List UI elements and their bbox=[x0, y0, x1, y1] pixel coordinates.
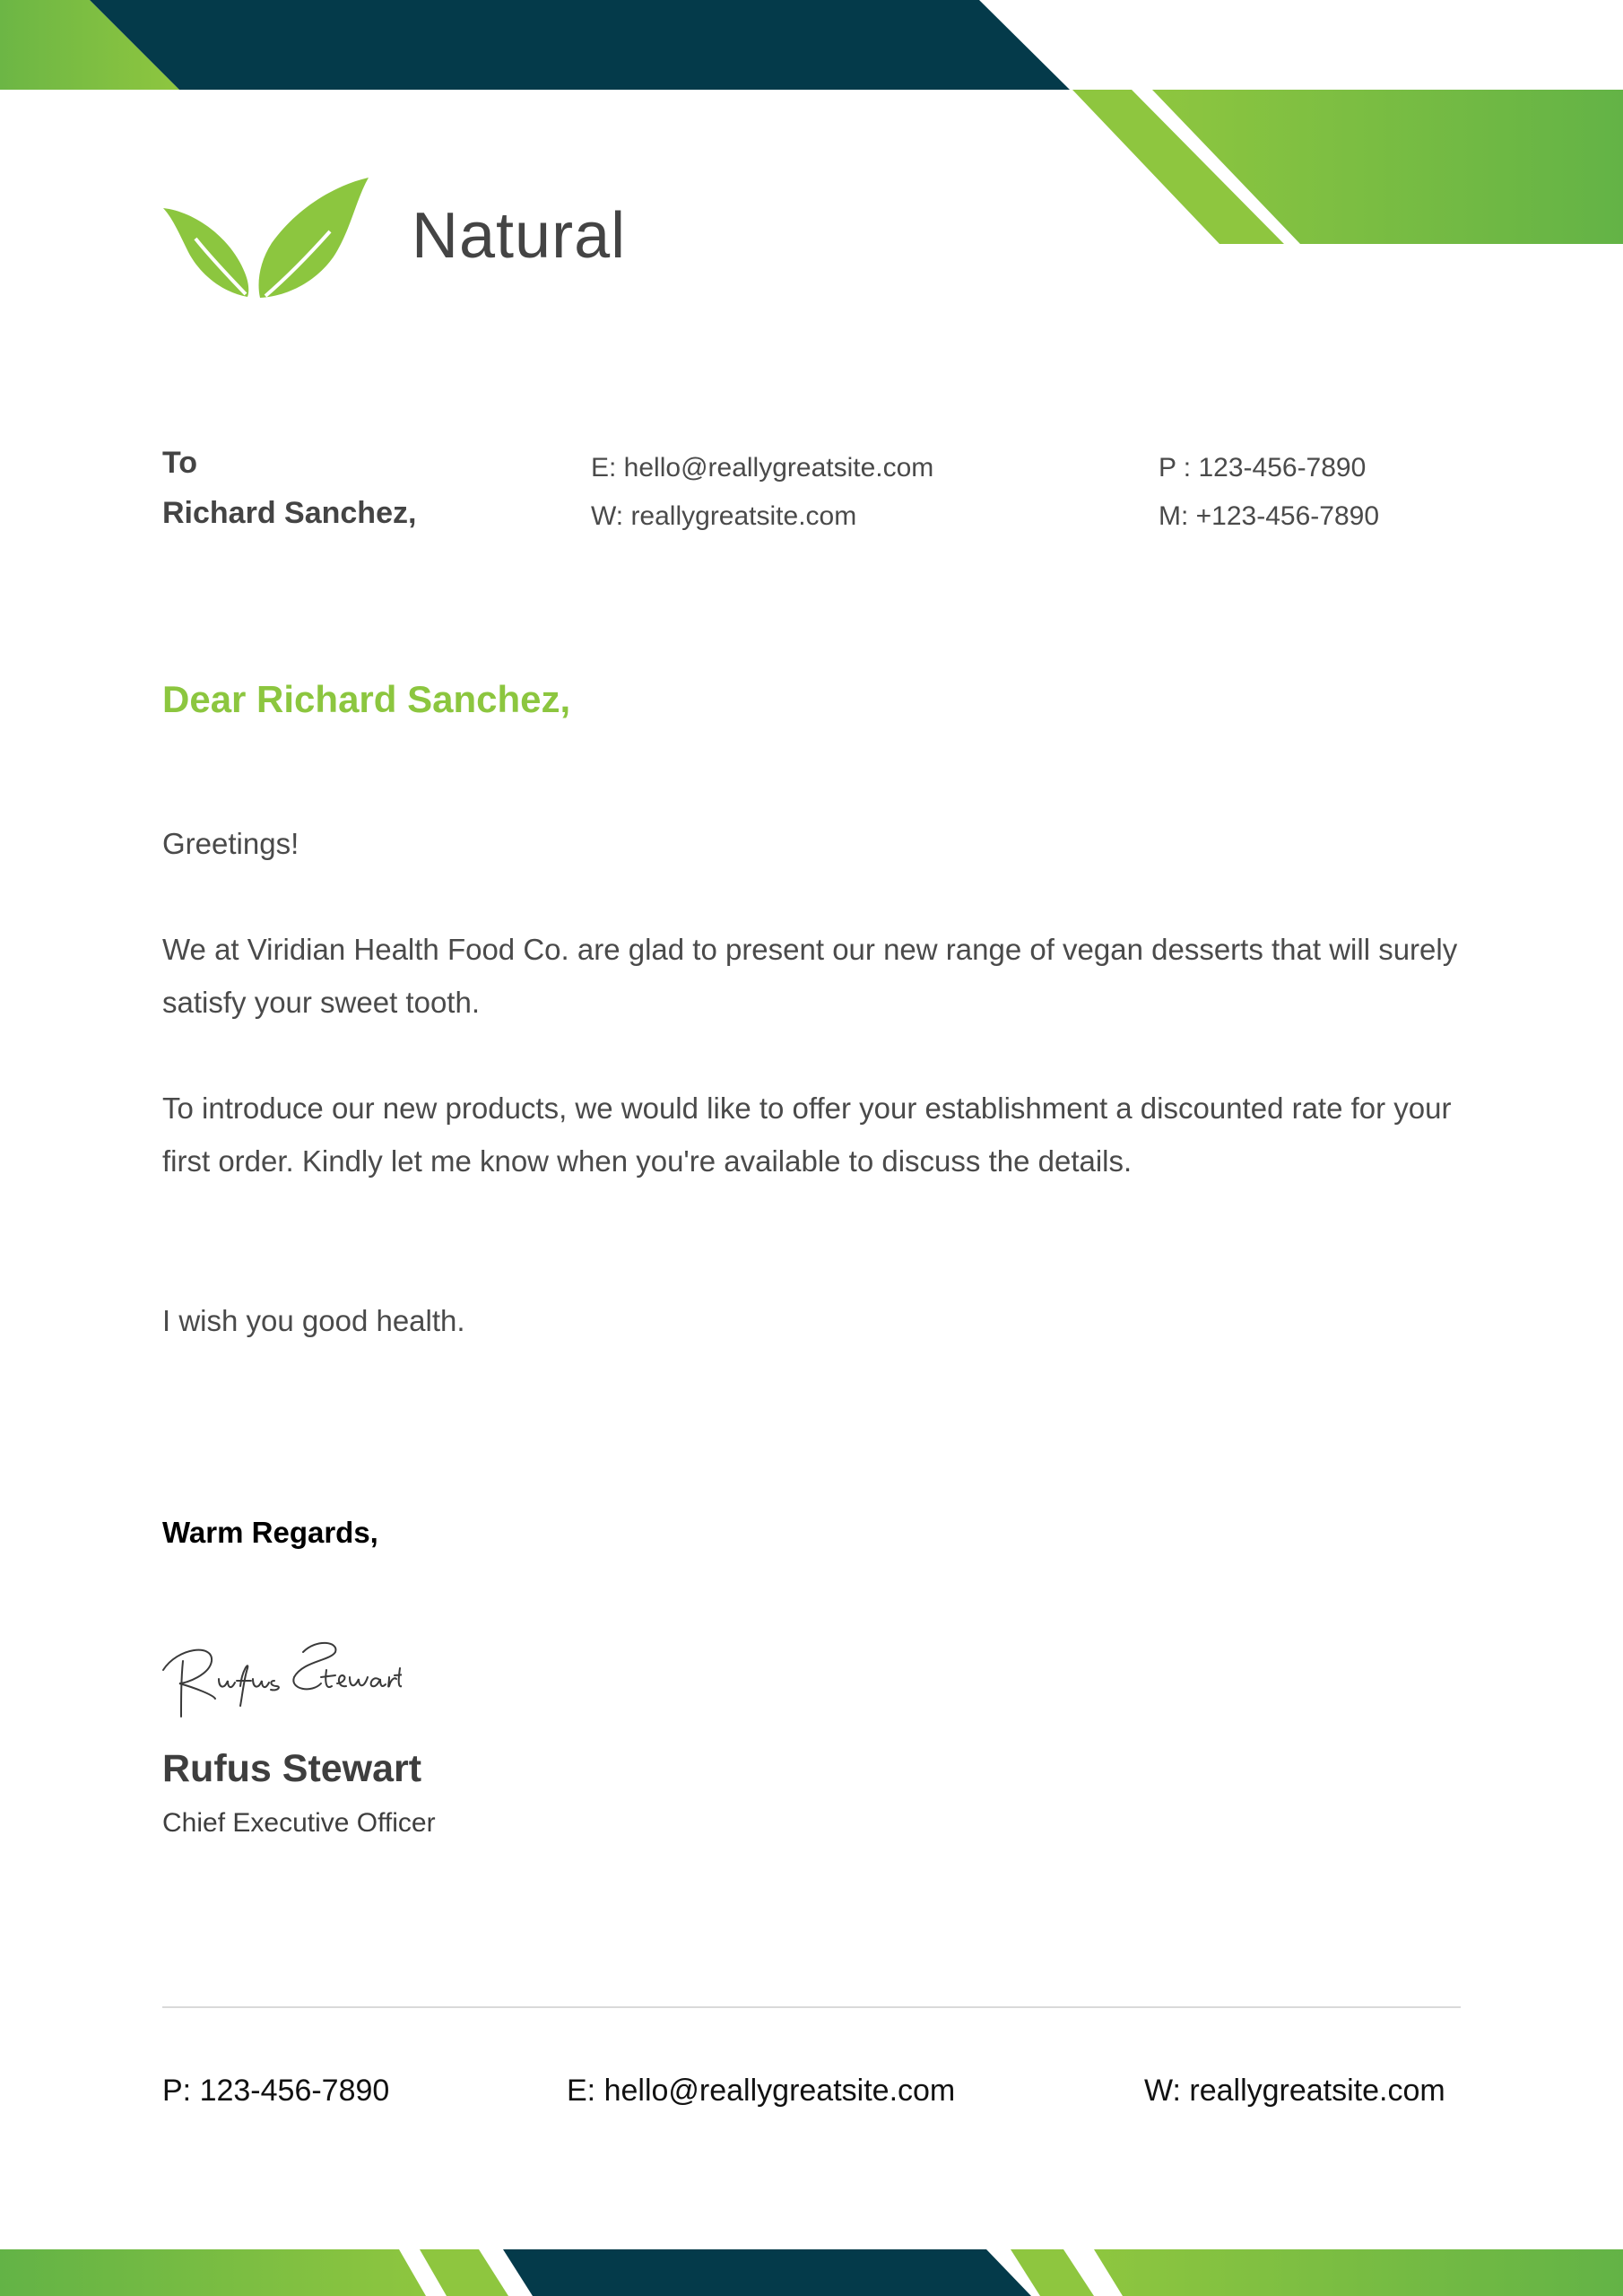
paragraph-wish: I wish you good health. bbox=[162, 1304, 465, 1337]
bottom-left-green-shape bbox=[0, 2249, 426, 2296]
header-mobile: M: +123-456-7890 bbox=[1159, 501, 1380, 531]
top-green-shape bbox=[0, 0, 179, 90]
signatory-name: Rufus Stewart bbox=[162, 1747, 422, 1790]
closing: Warm Regards, bbox=[162, 1516, 378, 1549]
top-right-green-shape bbox=[1152, 90, 1623, 244]
two-leaves-icon bbox=[160, 176, 375, 301]
header-website[interactable]: W: reallygreatsite.com bbox=[591, 501, 857, 531]
footer-email[interactable]: E: hello@reallygreatsite.com bbox=[567, 2074, 956, 2108]
salutation: Dear Richard Sanchez, bbox=[162, 678, 571, 720]
top-right-stripe bbox=[1072, 90, 1284, 244]
bottom-right-stripe bbox=[1011, 2249, 1094, 2296]
to-label: To bbox=[162, 446, 198, 480]
paragraph-greetings: Greetings! bbox=[162, 827, 299, 860]
top-navy-shape bbox=[90, 0, 1070, 90]
brand-name: Natural bbox=[412, 200, 627, 272]
paragraph-intro: We at Viridian Health Food Co. are glad to present our new range of vegan desserts that will surely satisfy your sweet tooth. bbox=[162, 933, 1458, 1019]
bottom-navy-shape bbox=[503, 2249, 1031, 2296]
signatory-title: Chief Executive Officer bbox=[162, 1808, 436, 1838]
recipient-name: Richard Sanchez, bbox=[162, 496, 417, 530]
bottom-left-stripe bbox=[420, 2249, 508, 2296]
bottom-right-green-shape bbox=[1094, 2249, 1623, 2296]
header-email[interactable]: E: hello@reallygreatsite.com bbox=[591, 453, 934, 483]
handwritten-signature bbox=[160, 1634, 402, 1724]
footer-phone: P: 123-456-7890 bbox=[162, 2074, 390, 2108]
footer-divider bbox=[162, 2006, 1461, 2008]
header-phone: P : 123-456-7890 bbox=[1159, 453, 1367, 483]
footer-website[interactable]: W: reallygreatsite.com bbox=[1144, 2074, 1445, 2108]
paragraph-offer: To introduce our new products, we would like to offer your establishment a discounted rate for your first order. Kindly let me know when you're available to discuss the details. bbox=[162, 1091, 1452, 1178]
